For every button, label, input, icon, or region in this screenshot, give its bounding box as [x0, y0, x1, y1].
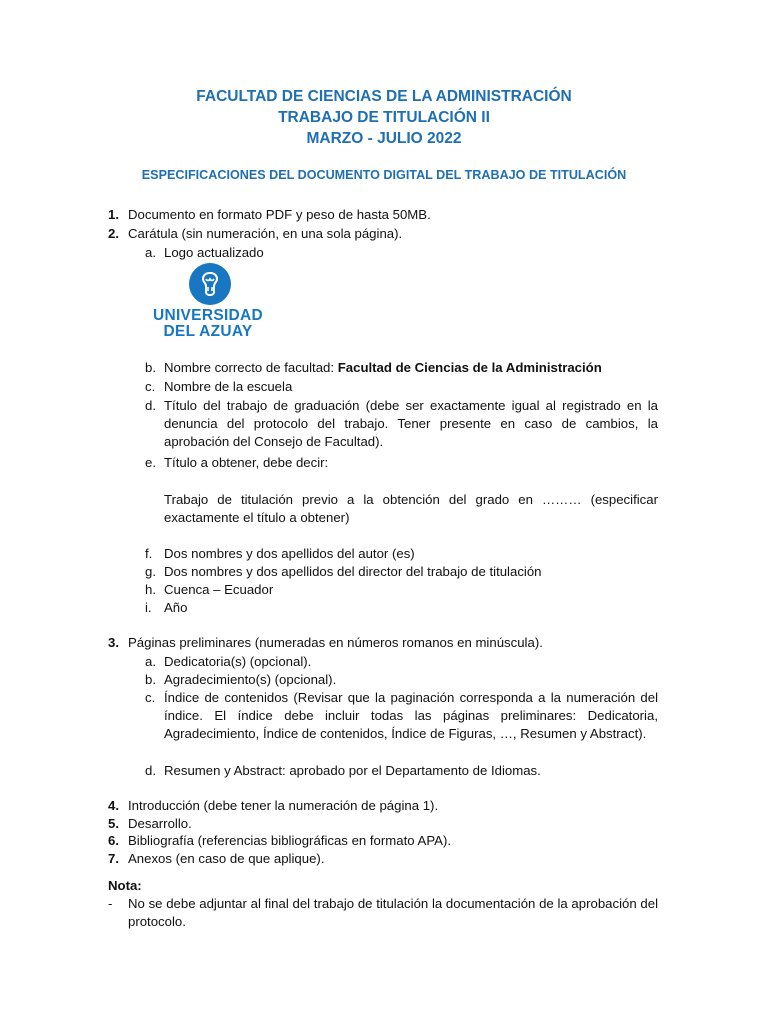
sub-item — [145, 653, 658, 671]
faculty-title: FACULTAD DE CIENCIAS DE LA ADMINISTRACIÓN — [196, 88, 572, 105]
sub-item — [145, 454, 658, 472]
note-label: Nota: — [108, 878, 142, 893]
list-number: 2. — [108, 226, 119, 241]
list-text: Documento en formato PDF y peso de hasta 50MB. — [128, 207, 431, 222]
sub-letter: d. — [145, 398, 156, 413]
list-number: 4. — [108, 798, 119, 813]
sub-letter: c. — [145, 379, 156, 394]
list-number: 3. — [108, 635, 119, 650]
sub-text: Nombre de la escuela — [164, 379, 293, 394]
sub-item — [145, 545, 658, 563]
sub-letter: g. — [145, 564, 156, 579]
sub-letter: h. — [145, 582, 156, 597]
list-text: Introducción (debe tener la numeración de página 1). — [128, 798, 439, 813]
sub-text: Logo actualizado — [164, 245, 264, 260]
note-dash: - — [108, 896, 113, 911]
sub-letter: e. — [145, 455, 156, 470]
sub-letter: b. — [145, 672, 156, 687]
sub-item — [145, 599, 658, 617]
period-title: MARZO - JULIO 2022 — [306, 130, 462, 147]
sub-text: Dos nombres y dos apellidos del autor (es) — [164, 546, 415, 561]
sub-letter: a. — [145, 245, 156, 260]
sub-text: Título del trabajo de graduación (debe ser exactamente igual al registrado en la denuncia del protocolo del trabajo. Tener presente en caso de cambios, la aprobación del Consejo de Facultad). — [164, 398, 658, 449]
course-title: TRABAJO DE TITULACIÓN II — [278, 109, 490, 126]
list-item — [108, 850, 658, 868]
sub-text: Nombre correcto de facultad: — [164, 360, 338, 375]
sub-item — [145, 563, 658, 581]
sub-item — [145, 378, 658, 396]
sub-letter: a. — [145, 654, 156, 669]
list-number: 7. — [108, 851, 119, 866]
sub-letter: f. — [145, 546, 153, 561]
sub-text: Índice de contenidos (Revisar que la paginación corresponda a la numeración del índice. El índice debe incluir todas las páginas preliminares: Dedicatoria, Agradecimiento, Índice de contenidos, Índice de Figuras, …, Resumen y Abstract). — [164, 690, 658, 741]
sub-item — [145, 397, 658, 451]
logo-text-line1: UNIVERSIDAD — [152, 307, 264, 324]
sub-text: Cuenca – Ecuador — [164, 582, 274, 597]
list-number: 6. — [108, 833, 119, 848]
note-text: No se debe adjuntar al final del trabajo de titulación la documentación de la aprobación del protocolo. — [128, 896, 658, 929]
list-text: Anexos (en caso de que aplique). — [128, 851, 325, 866]
university-logo — [146, 262, 270, 340]
sub-item — [145, 359, 658, 377]
sub-letter: d. — [145, 763, 156, 778]
list-item — [108, 797, 658, 815]
document-subtitle: ESPECIFICACIONES DEL DOCUMENTO DIGITAL DEL TRABAJO DE TITULACIÓN — [141, 168, 627, 182]
faculty-name: Facultad de Ciencias de la Administración — [337, 360, 602, 375]
list-text: Desarrollo. — [128, 816, 192, 831]
sub-letter: b. — [145, 360, 156, 375]
list-text: Carátula (sin numeración, en una sola página). — [128, 226, 403, 241]
list-item — [108, 815, 658, 833]
degree-phrase: Trabajo de titulación previo a la obtención del grado en ……… (especificar exactamente el título a obtener) — [164, 492, 658, 525]
sub-item — [145, 244, 658, 262]
list-item — [108, 832, 658, 850]
logo-text-line2: DEL AZUAY — [163, 323, 253, 340]
sub-text: Resumen y Abstract: aprobado por el Departamento de Idiomas. — [164, 763, 541, 778]
note-item — [108, 895, 658, 931]
list-item — [108, 225, 658, 243]
sub-item — [145, 581, 658, 599]
sub-text: Título a obtener, debe decir: — [164, 455, 329, 470]
sub-item — [145, 671, 658, 689]
sub-text: Dedicatoria(s) (opcional). — [164, 654, 312, 669]
sub-item — [145, 689, 658, 743]
university-emblem-icon — [189, 263, 231, 305]
sub-letter: c. — [145, 690, 156, 705]
list-text: Bibliografía (referencias bibliográficas en formato APA). — [128, 833, 452, 848]
sub-text: Agradecimiento(s) (opcional). — [164, 672, 337, 687]
list-item — [108, 634, 658, 652]
list-number: 5. — [108, 816, 119, 831]
sub-letter: i. — [145, 600, 152, 615]
sub-text: Año — [164, 600, 188, 615]
sub-item — [145, 762, 658, 780]
list-number: 1. — [108, 207, 119, 222]
list-item — [108, 206, 658, 224]
sub-text: Dos nombres y dos apellidos del director del trabajo de titulación — [164, 564, 542, 579]
list-text: Páginas preliminares (numeradas en números romanos en minúscula). — [128, 635, 543, 650]
